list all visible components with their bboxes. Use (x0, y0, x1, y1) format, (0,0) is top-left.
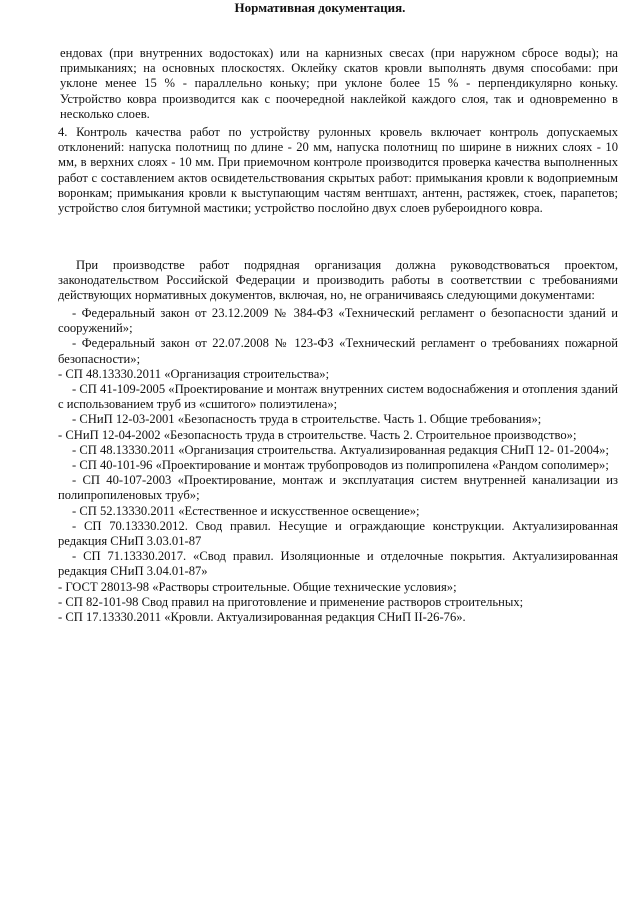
list-item: - СП 48.13330.2011 «Организация строительства»; (58, 366, 330, 381)
list-item: - Федеральный закон от 23.12.2009 № 384-ФЗ «Технический регламент о безопасности зданий и сооружений»; (58, 306, 618, 336)
list-item: - СП 52.13330.2011 «Естественное и искусственное освещение»; (72, 503, 420, 518)
list-item: - СП 40-101-96 «Проектирование и монтаж трубопроводов из полипропилена «Рандом сополимер»; (72, 458, 609, 473)
paragraph-roof-gluing: ендовах (при внутренних водостоках) или на карнизных свесах (при наружном сбросе воды); на примыканиях; на основных плоскостях. Оклейку скатов кровли выполнять двумя способами: при уклоне менее 15 % - параллельно коньку; при уклоне более 15 % - перпендикулярно коньку. Устройство ковра производится как с поочередной наклейкой каждого слоя, так и одновременно в несколько слоев. (60, 46, 618, 121)
list-item: - СП 82-101-98 Свод правил на приготовление и применение растворов строительных; (58, 594, 524, 609)
list-item: - СНиП 12-04-2002 «Безопасность труда в строительстве. Часть 2. Строительное производство»; (58, 427, 577, 442)
paragraph-quality-control: 4. Контроль качества работ по устройству рулонных кровель включает контроль допускаемых отклонений: напуска полотнищ по длине - 20 мм, напуска полотнищ по ширине в нижних слоях - 10 мм, в верхних слоях - 10 мм. При приемочном контроле производится проверка качества выполненных работ с составлением актов освидетельствования скрытых работ: примыкания кровли к водоприемным воронкам; примыкания кровли к выступающим частям вентшахт, антенн, растяжек, стоек, парапетов; устройство слоя битумной мастики; устройство послойно двух слоев рубероидного ковра. (58, 125, 618, 216)
list-item: - СП 41-109-2005 «Проектирование и монтаж внутренних систем водоснабжения и отопления зданий с использованием труб из «сшитого» полиэтилена»; (58, 382, 618, 412)
paragraph-intro: При производстве работ подрядная организация должна руководствоваться проектом, законодательством Российской Федерации и производить работы в соответствии с требованиями действующих нормативных документов, включая, но, не ограничиваясь следующими документами: (58, 258, 618, 303)
list-item: - Федеральный закон от 22.07.2008 № 123-ФЗ «Технический регламент о требованиях пожарной безопасности»; (58, 336, 618, 366)
list-item: - СНиП 12-03-2001 «Безопасность труда в строительстве. Часть 1. Общие требования»; (72, 412, 542, 427)
normative-documents-list (58, 306, 618, 625)
list-item: - СП 17.13330.2011 «Кровли. Актуализированная редакция СНиП II-26-76». (58, 610, 466, 625)
list-item: - СП 48.13330.2011 «Организация строительства. Актуализированная редакция СНиП 12- 01-2004»; (72, 442, 609, 457)
list-item: - СП 71.13330.2017. «Свод правил. Изоляционные и отделочные покрытия. Актуализированная редакция СНиП 3.04.01-87» (58, 549, 618, 579)
list-item: - СП 40-107-2003 «Проектирование, монтаж и эксплуатация систем внутренней канализации из полипропиленовых труб»; (58, 473, 618, 503)
section-heading: Нормативная документация. (234, 0, 406, 15)
list-item: - СП 70.13330.2012. Свод правил. Несущие и ограждающие конструкции. Актуализированная редакция СНиП 3.03.01-87 (58, 518, 618, 549)
list-item: - ГОСТ 28013-98 «Растворы строительные. Общие технические условия»; (58, 579, 457, 594)
